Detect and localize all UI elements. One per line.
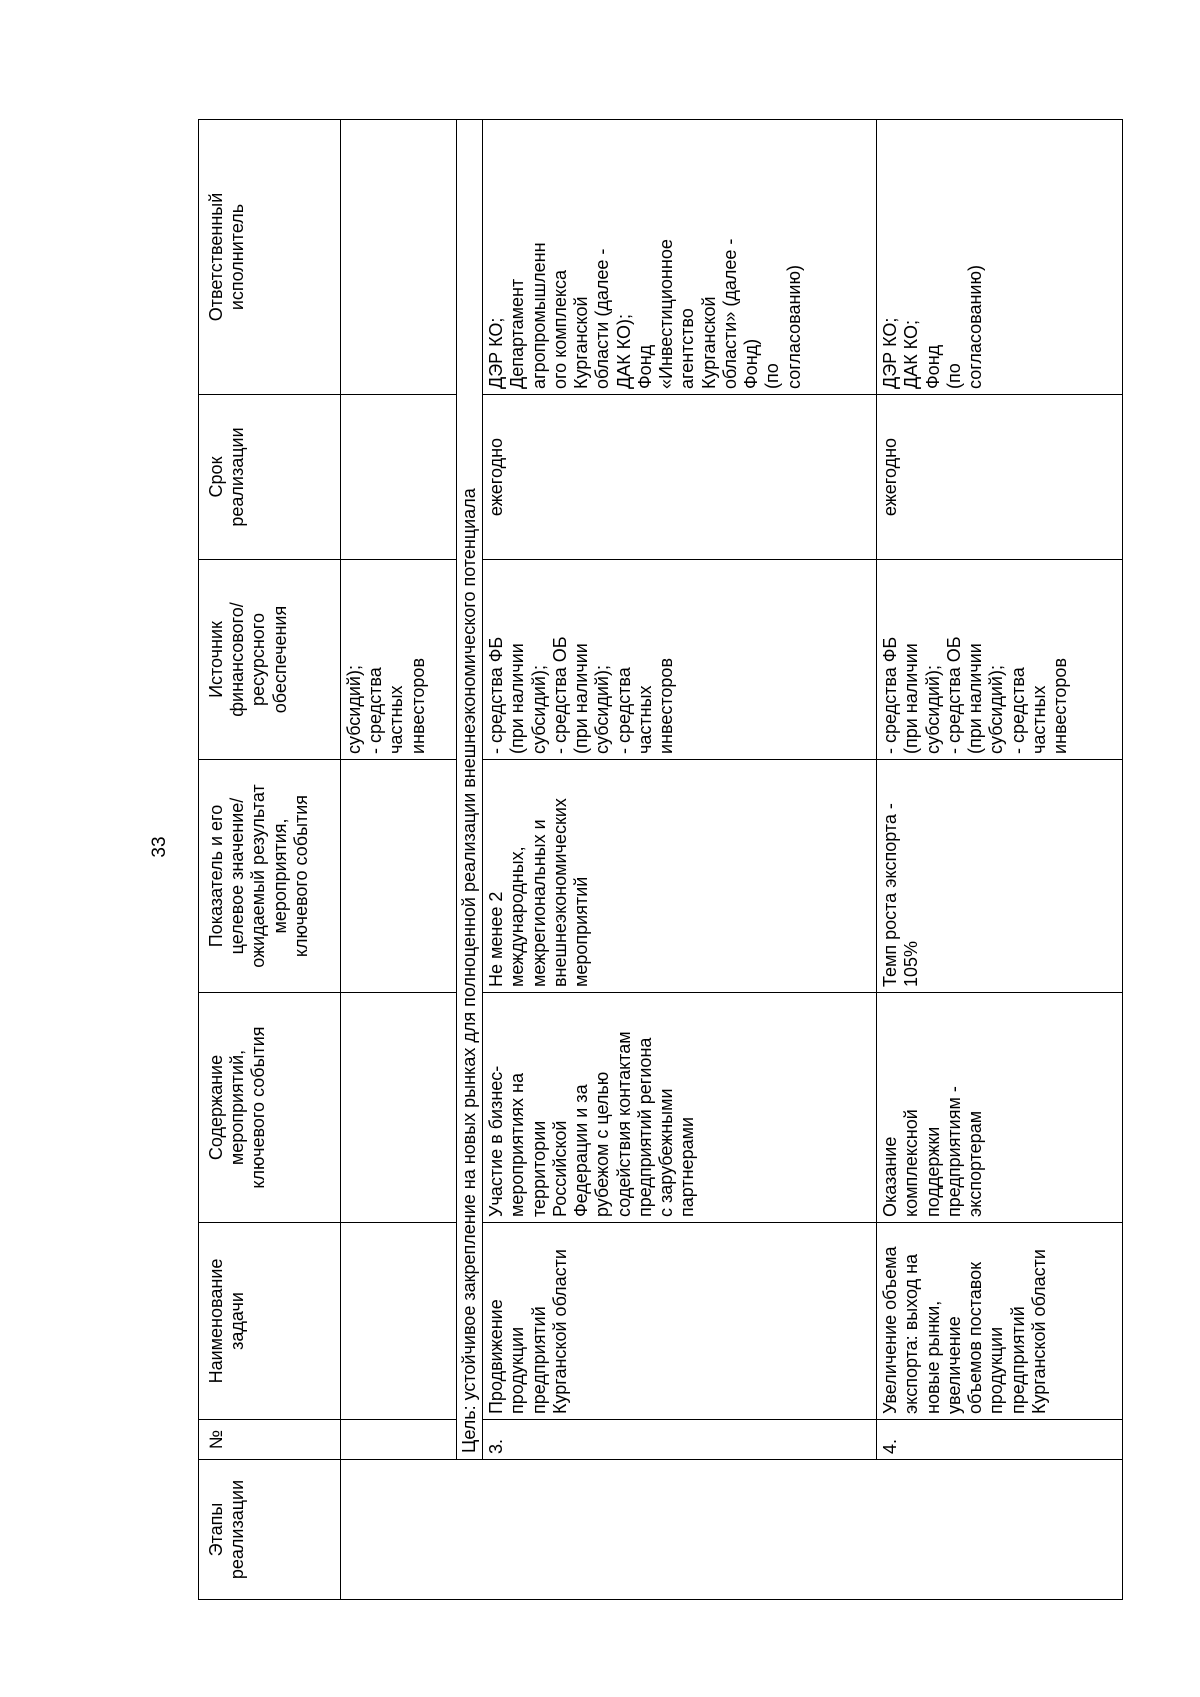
text-line: - средства ОБ: [943, 636, 964, 754]
text-line: реализации: [227, 1479, 248, 1580]
text-line: области» (далее -: [719, 238, 740, 389]
text-line: согласованию): [783, 265, 804, 389]
text-line: экспорта: выход на: [901, 1253, 922, 1414]
text-line: «Инвестиционное: [656, 239, 677, 389]
text-line: Федерации и за: [571, 1084, 592, 1217]
text-line: ого комплекса: [549, 269, 570, 389]
text-line: Увеличение объема: [880, 1246, 901, 1414]
cont-content-cell: [341, 993, 457, 1223]
text-line: ресурсного: [248, 613, 269, 706]
text-line: субсидий);: [528, 665, 549, 754]
text-line: частных: [1028, 685, 1049, 754]
text-line: финансового/: [227, 602, 248, 717]
text-line: - средства ФБ: [880, 636, 901, 754]
text-line: Курганской области: [549, 1249, 570, 1414]
text-line: предприятиям -: [943, 1086, 964, 1217]
row-content: [877, 993, 1123, 1223]
text-line: инвесторов: [656, 657, 677, 754]
text-line: Ответственный: [206, 192, 226, 322]
text-line: (при наличии: [571, 643, 592, 754]
text-line: международных,: [507, 846, 528, 987]
row-task: [877, 1223, 1123, 1420]
text-line: - средства: [1007, 667, 1028, 754]
text-line: целевое значение/: [227, 797, 248, 955]
text-line: Курганской области: [1028, 1249, 1049, 1414]
text-line: инвесторов: [407, 657, 428, 754]
row-indicator: [483, 760, 877, 993]
cont-number-cell: [341, 1420, 457, 1460]
text-line: комплексной: [901, 1109, 922, 1217]
header-indicator: [199, 760, 341, 993]
header-content: [199, 993, 341, 1223]
goal-text: Цель: устойчивое закрепление на новых рынках для полноценной реализации внешнеэкономического потенциала: [457, 120, 483, 1460]
row-executor: [877, 120, 1123, 395]
text-line: содействия контактам: [613, 1031, 634, 1217]
text-line: партнерами: [677, 1116, 698, 1217]
text-line: частных: [634, 685, 655, 754]
row-number: 3.: [483, 1420, 877, 1460]
table-row: [877, 120, 1123, 1600]
text-line: продукции: [986, 1326, 1007, 1414]
text-line: Российской: [549, 1120, 570, 1217]
cont-source-cell: [341, 560, 457, 760]
text-line: реализации: [227, 427, 248, 527]
text-line: мероприятия,: [269, 818, 290, 934]
text-line: Курганской: [698, 296, 719, 389]
text-line: новые рынки,: [922, 1300, 943, 1414]
text-line: Курганской: [571, 296, 592, 389]
text-line: (по: [762, 363, 783, 389]
row-number: 4.: [877, 1420, 1123, 1460]
text-line: ключевого события: [290, 794, 311, 958]
text-line: ожидаемый результат: [248, 784, 269, 968]
cont-executor-cell: [341, 120, 457, 395]
text-line: Фонд: [922, 344, 943, 389]
text-line: мероприятий,: [227, 1049, 248, 1166]
text-line: - средства: [613, 667, 634, 754]
text-line: субсидий);: [922, 665, 943, 754]
header-stages: [199, 1460, 341, 1600]
text-line: ДАК КО;: [901, 320, 922, 389]
row-source: [877, 560, 1123, 760]
text-line: Фонд): [741, 338, 762, 389]
text-line: частных: [386, 685, 407, 754]
text-line: предприятий: [1007, 1306, 1028, 1414]
text-line: ДАК КО);: [613, 314, 634, 389]
text-line: внешнеэкономических: [549, 798, 570, 987]
header-task: [199, 1223, 341, 1420]
text-line: межрегиональных и: [528, 819, 549, 987]
text-line: Продвижение: [486, 1299, 507, 1414]
events-table: [198, 119, 1123, 1600]
page-number: 33: [149, 836, 170, 858]
cont-indicator-cell: [341, 760, 457, 993]
text-line: (по: [943, 363, 964, 389]
text-line: Содержание: [206, 1054, 226, 1161]
text-line: задачи: [227, 1292, 248, 1350]
text-line: субсидий);: [592, 665, 613, 754]
text-line: с зарубежными: [656, 1088, 677, 1217]
text-line: (при наличии: [965, 643, 986, 754]
text-line: экспортерам: [965, 1110, 986, 1217]
text-line: области (далее -: [592, 248, 613, 389]
text-line: - средства: [365, 667, 386, 754]
text-line: №: [206, 1429, 226, 1450]
text-line: Фонд: [634, 344, 655, 389]
row-task: [483, 1223, 877, 1420]
text-line: согласованию): [965, 265, 986, 389]
text-line: мероприятий: [571, 876, 592, 987]
table-header-row: [199, 120, 341, 1600]
text-line: поддержки: [922, 1126, 943, 1217]
row-indicator: [877, 760, 1123, 993]
text-line: предприятий: [528, 1306, 549, 1414]
text-line: Наименование: [206, 1258, 226, 1384]
text-line: - средства ФБ: [486, 636, 507, 754]
text-line: Темп роста экспорта -: [880, 803, 901, 987]
header-term: [199, 395, 341, 560]
row-executor: [483, 120, 877, 395]
header-number: [199, 1420, 341, 1460]
text-line: продукции: [507, 1326, 528, 1414]
stages-cell: [341, 1460, 1123, 1600]
row-term: ежегодно: [877, 395, 1123, 560]
text-line: ДЭР КО;: [486, 317, 507, 389]
row-source: [483, 560, 877, 760]
header-executor: [199, 120, 341, 395]
row-content: [483, 993, 877, 1223]
rotated-table-container: [198, 120, 1128, 1600]
cont-task-cell: [341, 1223, 457, 1420]
goal-row: [457, 120, 483, 1600]
text-line: Оказание: [880, 1136, 901, 1217]
text-line: Показатель и его: [206, 804, 226, 948]
table-row: [483, 120, 877, 1600]
text-line: исполнитель: [227, 203, 248, 311]
text-line: увеличение: [943, 1316, 964, 1414]
text-line: - средства ОБ: [549, 636, 570, 754]
text-line: ключевого события: [248, 1026, 269, 1189]
text-line: Этапы: [206, 1502, 226, 1557]
text-line: субсидий);: [986, 665, 1007, 754]
cont-term-cell: [341, 395, 457, 560]
text-line: Участие в бизнес-: [486, 1065, 507, 1217]
header-source: [199, 560, 341, 760]
text-line: 105%: [901, 940, 922, 987]
continuation-row: [341, 120, 457, 1600]
text-line: территории: [528, 1120, 549, 1217]
text-line: мероприятиях на: [507, 1073, 528, 1217]
text-line: рубежом с целью: [592, 1071, 613, 1217]
text-line: Не менее 2: [486, 891, 507, 987]
text-line: (при наличии: [901, 643, 922, 754]
text-line: ДЭР КО;: [880, 317, 901, 389]
text-line: агентство: [677, 308, 698, 389]
text-line: предприятий региона: [634, 1037, 655, 1217]
row-term: ежегодно: [483, 395, 877, 560]
text-line: инвесторов: [1050, 657, 1071, 754]
text-line: субсидий);: [344, 665, 364, 754]
text-line: агропромышленн: [528, 242, 549, 389]
text-line: обеспечения: [269, 605, 290, 714]
text-line: Источник: [206, 621, 226, 698]
text-line: Департамент: [507, 278, 528, 389]
text-line: Срок: [206, 456, 226, 498]
text-line: (при наличии: [507, 643, 528, 754]
text-line: объемов поставок: [965, 1262, 986, 1414]
